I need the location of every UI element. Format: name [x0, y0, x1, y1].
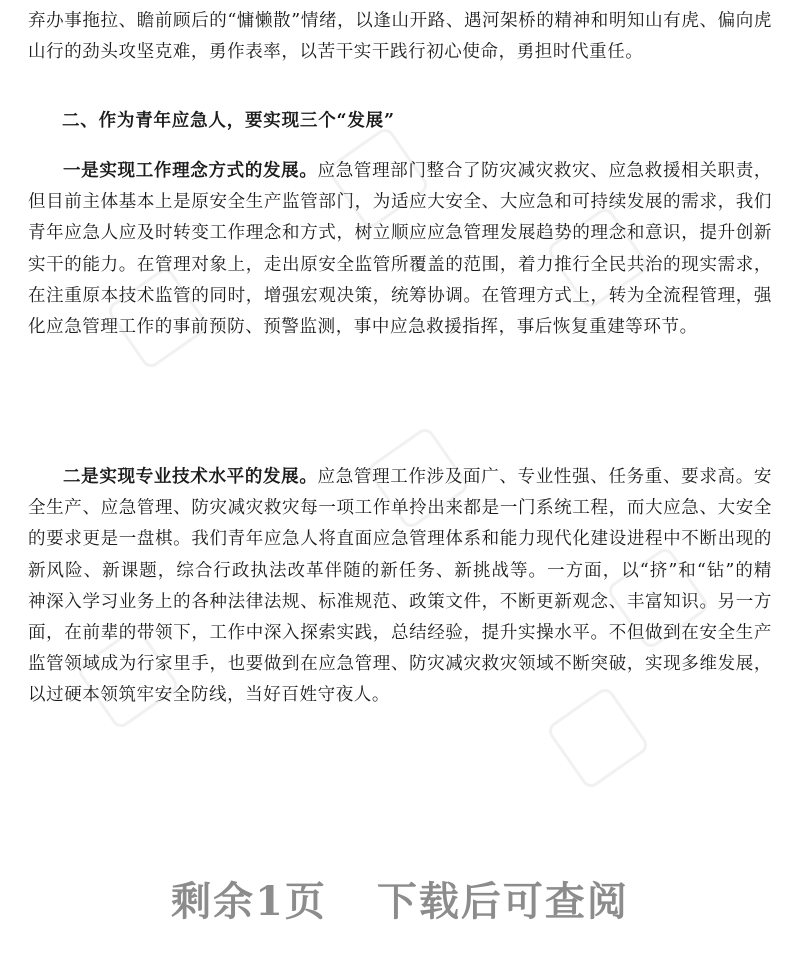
- paragraph-lead: 一是实现工作理念方式的发展。: [63, 161, 318, 181]
- section-heading: 二、作为青年应急人，要实现三个“发展”: [62, 111, 395, 131]
- paragraph-body: 应急管理部门整合了防灾减灾救灾、应急救援相关职责，但目前主体基本上是原安全生产监管部门，为适应大安全、大应急和可持续发展的需求，我们青年应急人应及时转变工作理念和方式，树立顺应应急管理发展趋势的理念和意识，提升创新实干的能力。在管理对象上，走出原安全监管所覆盖的范围，着力推行全民共治的现实需求，在注重原本技术监管的同时，增强宏观决策，统筹协调。在管理方式上，转为全流程管理，强化应急管理工作的事前预防、预警监测，事中应急救援指挥，事后恢复重建等环节。: [28, 161, 772, 338]
- remaining-pages-label: 剩余1页: [171, 878, 327, 925]
- paragraph-work-concept: [28, 156, 772, 343]
- paragraph-intro: 弃办事拖拉、瞻前顾后的“慵懒散”情绪，以逢山开路、遇河架桥的精神和明知山有虎、偏向虎山行的劲头攻坚克难，勇作表率，以苦干实干践行初心使命，勇担时代重任。: [28, 11, 772, 63]
- paragraph-body: 应急管理工作涉及面广、专业性强、任务重、要求高。安全生产、应急管理、防灾减灾救灾每一项工作单拎出来都是一门系统工程，而大应急、大安全的要求更是一盘棋。我们青年应急人将直面应急管理体系和能力现代化建设进程中不断出现的新风险、新课题，综合行政执法改革伴随的新任务、新挑战等。一方面，以“挤”和“钻”的精神深入学习业务上的各种法律法规、标准规范、政策文件，不断更新观念、丰富知识。另一方面，在前辈的带领下，工作中深入探索实践，总结经验，提升实操水平。不但做到在安全生产监管领域成为行家里手，也要做到在应急管理、防灾减灾救灾领域不断突破，实现多维发展，以过硬本领筑牢安全防线，当好百姓守夜人。: [28, 467, 772, 706]
- download-to-view-label: 下载后可查阅: [376, 878, 629, 925]
- download-prompt[interactable]: [0, 870, 800, 927]
- paragraph-technical-skill: [28, 462, 772, 712]
- paragraph-lead: 二是实现专业技术水平的发展。: [63, 467, 318, 487]
